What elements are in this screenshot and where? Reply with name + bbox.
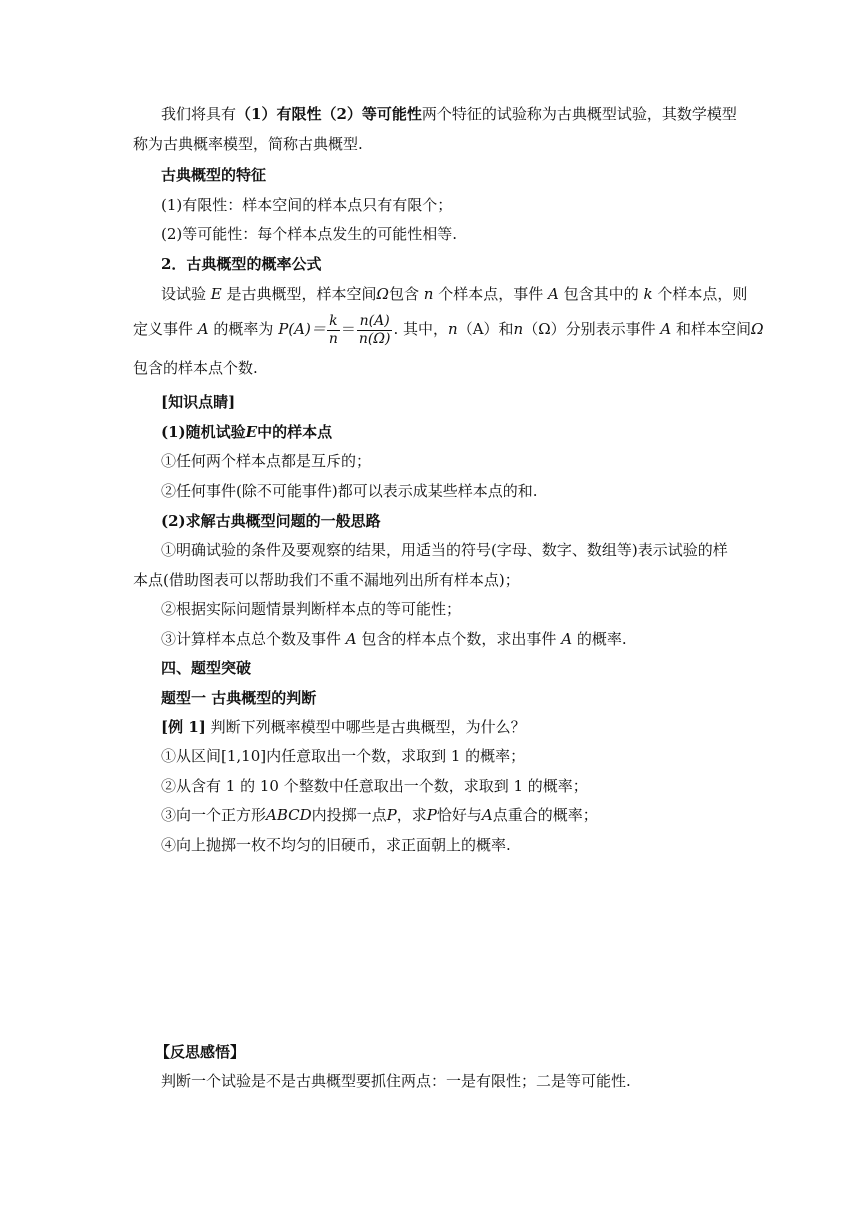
example-tag: [例 1] [161,718,206,736]
text: 的概率为 [213,320,274,338]
text: 是古典概型，样本空间 [226,285,377,303]
intro-bold-terms: （1）有限性（2）等可能性 [236,105,422,123]
features-item-2: (2)等可能性：每个样本点发生的可能性相等. [161,225,458,243]
text: 的概率. [576,630,627,648]
knowledge-heading-2: (2)求解古典概型问题的一般思路 [161,512,381,530]
fraction-denominator: n [328,330,338,347]
formula-heading: 2．古典概型的概率公式 [161,255,322,273]
formula-PA: P(A)＝ [278,320,326,338]
text: 个样本点，则 [657,285,748,303]
example-1-option-2: ②从含有 1 的 10 个整数中任意取出一个数，求取到 1 的概率； [161,777,588,795]
text: 定义事件 [133,320,194,338]
formula-line-3: 包含的样本点个数. [133,359,258,377]
text: 判断下列概率模型中哪些是古典概型，为什么？ [205,718,526,736]
var-n: n [423,285,434,303]
text: 恰好与 [436,806,482,824]
intro-text: 两个特征的试验称为古典概型试验，其数学模型 [421,105,737,123]
var-n: n [448,320,458,338]
var-n: n [513,320,524,338]
text: 和样本空间 [676,320,752,338]
fraction-denominator: n(Ω) [358,330,391,347]
equals-sign: ＝ [340,320,356,338]
knowledge-item-2: ②任何事件(除不可能事件)都可以表示成某些样本点的和. [161,482,538,500]
intro-text: 称为古典概率模型，简称古典概型. [133,135,363,153]
text: 包含的样本点个数，求出事件 [361,630,557,648]
text: ，求 [396,806,427,824]
text: （A）和 [457,320,514,338]
intro-line-1 [161,104,737,124]
text: ③向一个正方形 [161,806,267,824]
formula-line-1 [161,284,747,304]
var-E: E [245,423,258,441]
knowledge-step-1: ①明确试验的条件及要观察的结果，用适当的符号(字母、数字、数组等)表示试验的样 [161,541,728,559]
var-A: A [561,630,573,648]
var-A: A [345,630,357,648]
var-k: k [643,285,653,303]
var-omega: Ω [376,285,389,303]
text: 包含 [388,285,419,303]
text: ③计算样本点总个数及事件 [161,630,342,648]
var-omega: Ω [751,320,764,338]
text: （Ω）分别表示事件 [523,320,656,338]
text: 点重合的概率； [492,806,598,824]
text: 包含其中的 [563,285,639,303]
features-heading: 古典概型的特征 [161,166,267,184]
var-A: A [660,320,672,338]
knowledge-step-1-cont: 本点(借助图表可以帮助我们不重不漏地列出所有样本点)； [133,571,520,589]
features-item-1: (1)有限性：样本空间的样本点只有有限个； [161,196,453,214]
question-type-1-heading: 题型一 古典概型的判断 [161,689,317,707]
fraction-nA-over-nOmega [357,313,393,348]
fraction-k-over-n [327,313,340,348]
intro-line-2 [133,134,363,154]
text: . 其中， [393,320,449,338]
var-ABCD: ABCD [266,806,312,824]
knowledge-step-2: ②根据实际问题情景判断样本点的等可能性； [161,600,462,618]
var-A: A [481,806,493,824]
var-E: E [210,285,222,303]
intro-text: 我们将具有 [161,105,237,123]
example-1-option-4: ④向上抛掷一枚不均匀的旧硬币，求正面朝上的概率. [161,836,511,854]
reflection-text: 判断一个试验是不是古典概型要抓住两点：一是有限性；二是等可能性. [161,1072,631,1090]
example-1-option-3 [161,805,598,825]
formula-line-2 [133,312,764,348]
knowledge-item-1: ①任何两个样本点都是互斥的； [161,452,372,470]
text: (1)随机试验 [161,423,246,441]
text: 中的样本点 [257,423,333,441]
knowledge-tag: [知识点睛] [161,393,236,411]
knowledge-step-3 [161,629,627,649]
var-A: A [548,285,559,303]
section-4-heading: 四、题型突破 [161,659,252,677]
text: 个样本点，事件 [438,285,544,303]
text: 设试验 [161,285,207,303]
fraction-numerator: n(A) [359,312,390,329]
fraction-numerator: k [329,312,338,329]
example-1-prompt [161,717,526,737]
text: 内投掷一点 [311,806,387,824]
var-P: P [386,806,397,824]
example-1-option-1: ①从区间[1,10]内任意取出一个数，求取到 1 的概率； [161,747,526,765]
var-A: A [197,320,209,338]
reflection-heading: 【反思感悟】 [155,1043,246,1061]
knowledge-heading-1 [161,422,332,442]
var-P: P [426,806,437,824]
